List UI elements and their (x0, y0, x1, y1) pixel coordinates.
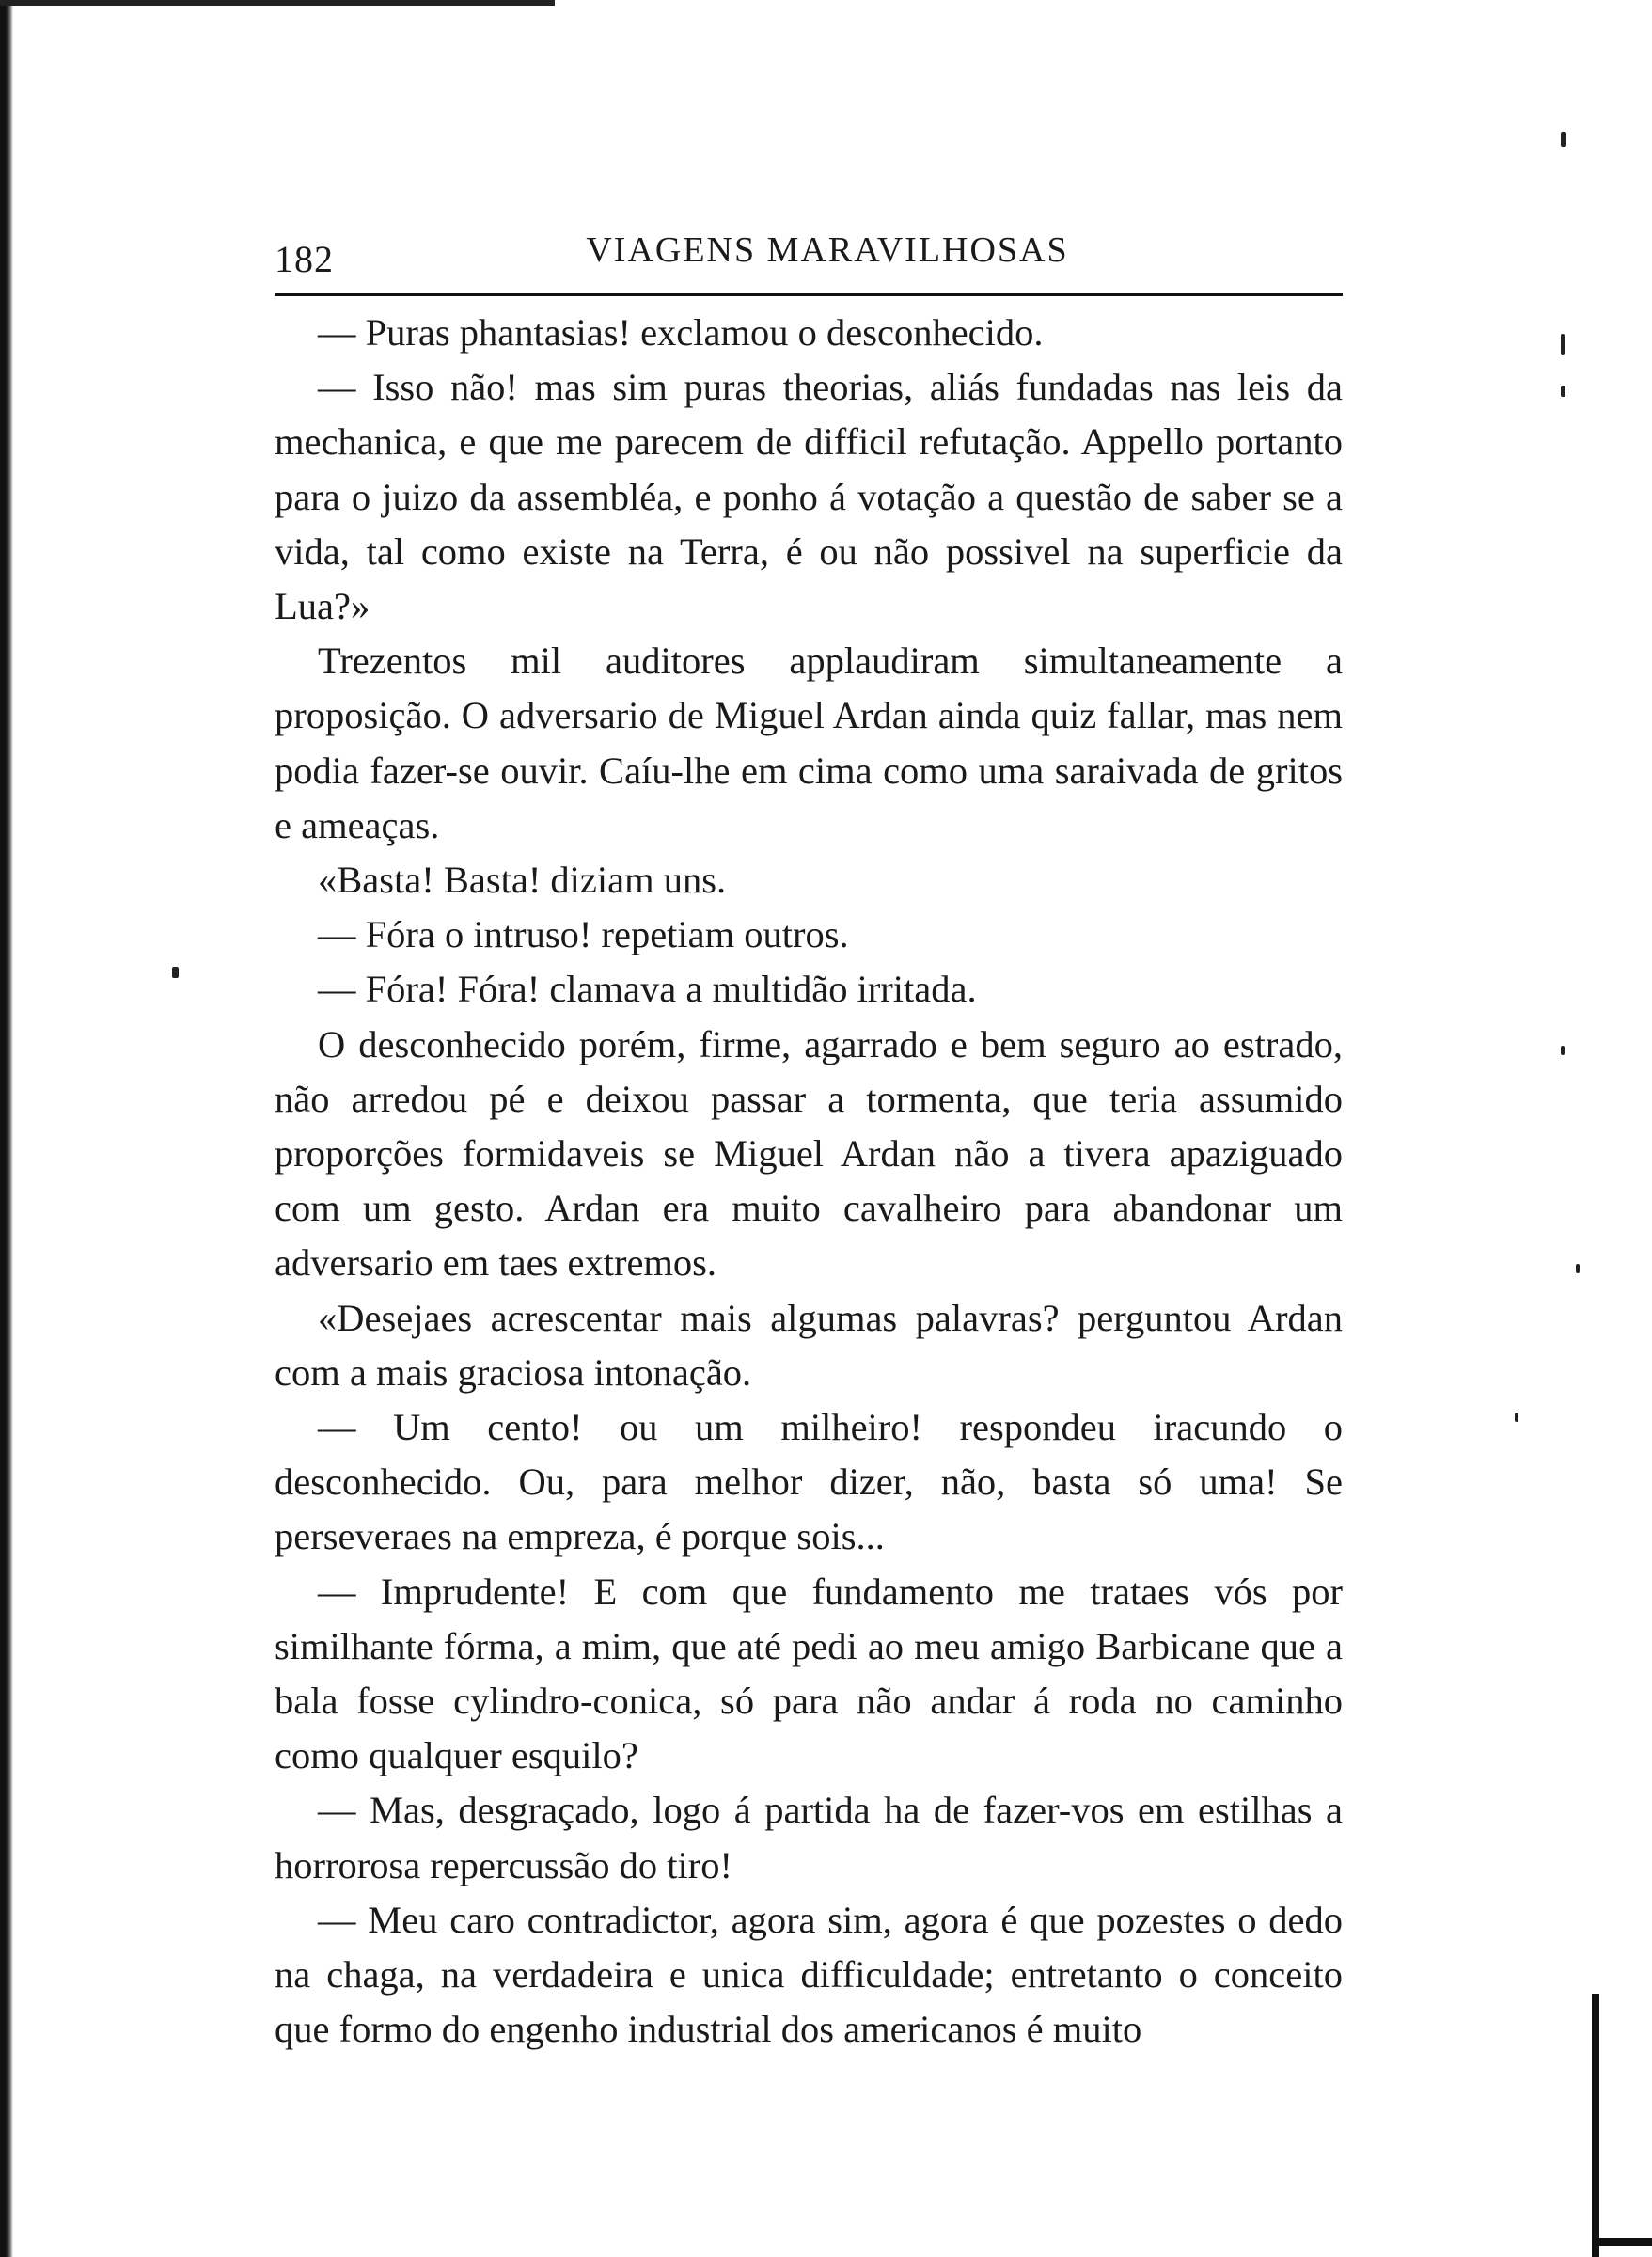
paragraph: — Mas, desgraçado, logo á partida ha de fazer-vos em estilhas a horrorosa repercussão do tiro! (275, 1789, 1343, 1886)
paragraph: — Um cento! ou um milheiro! respondeu iracundo o desconhecido. Ou, para melhor dizer, não, basta só uma! Se perseveraes na empreza, é porque sois... (275, 1406, 1343, 1558)
scan-speck (172, 967, 179, 978)
paragraph: — Fóra! Fóra! clamava a multidão irritada. (318, 968, 977, 1011)
scan-binding-edge-foot (1594, 2238, 1652, 2246)
paragraph: — Fóra o intruso! repetiam outros. (318, 913, 849, 956)
page-number: 182 (275, 238, 334, 280)
book-page (275, 222, 1343, 2058)
scan-binding-edge-right (1592, 1994, 1599, 2257)
scan-speck (1576, 1264, 1580, 1273)
paragraph: — Isso não! mas sim puras theorias, aliás fundadas nas leis da mechanica, e que me parecem de difficil refutação. Appello portanto para o juizo da assembléa, e ponho á votação a questão de saber se a vida, tal como existe na Terra, é ou não possivel na superficie da Lua?» (275, 366, 1343, 628)
header-rule (275, 293, 1343, 296)
scan-speck (1561, 334, 1565, 355)
scan-speck (1561, 132, 1566, 147)
body-text (275, 306, 1343, 2058)
scan-speck (1515, 1413, 1518, 1422)
paragraph: O desconhecido porém, firme, agarrado e bem seguro ao estrado, não arredou pé e deixou passar a tormenta, que teria assumido proporções formidaveis se Miguel Ardan não a tivera apaziguado com um gesto. Ardan era muito cavalheiro para abandonar um adversario em taes extremos. (275, 1022, 1343, 1285)
scan-speck (1561, 1046, 1565, 1055)
paragraph: — Imprudente! E com que fundamento me trataes vós por similhante fórma, a mim, que até pedi ao meu amigo Barbicane que a bala fosse cylindro-conica, só para não andar á roda no caminho como qualquer esquilo? (275, 1570, 1343, 1777)
paragraph: Trezentos mil auditores applaudiram simultaneamente a proposição. O adversario de Miguel Ardan ainda quiz fallar, mas nem podia fazer-se ouvir. Caíu-lhe em cima como uma saraivada de gritos e ameaças. (275, 639, 1343, 846)
running-head (275, 222, 1343, 280)
paragraph: «Desejaes acrescentar mais algumas palavras? perguntou Ardan com a mais graciosa intonação. (275, 1296, 1343, 1394)
scan-binding-edge-left (0, 0, 13, 2257)
running-title: VIAGENS MARAVILHOSAS (586, 230, 1069, 270)
paragraph: «Basta! Basta! diziam uns. (318, 859, 727, 902)
scan-speck (1561, 386, 1565, 397)
scan-top-edge (0, 0, 555, 6)
paragraph: — Puras phantasias! exclamou o desconhecido. (318, 311, 1044, 354)
paragraph: — Meu caro contradictor, agora sim, agora é que pozestes o dedo na chaga, na verdadeira e unica difficuldade; entretanto o conceito que formo do engenho industrial dos americanos é muito (275, 1898, 1343, 2051)
